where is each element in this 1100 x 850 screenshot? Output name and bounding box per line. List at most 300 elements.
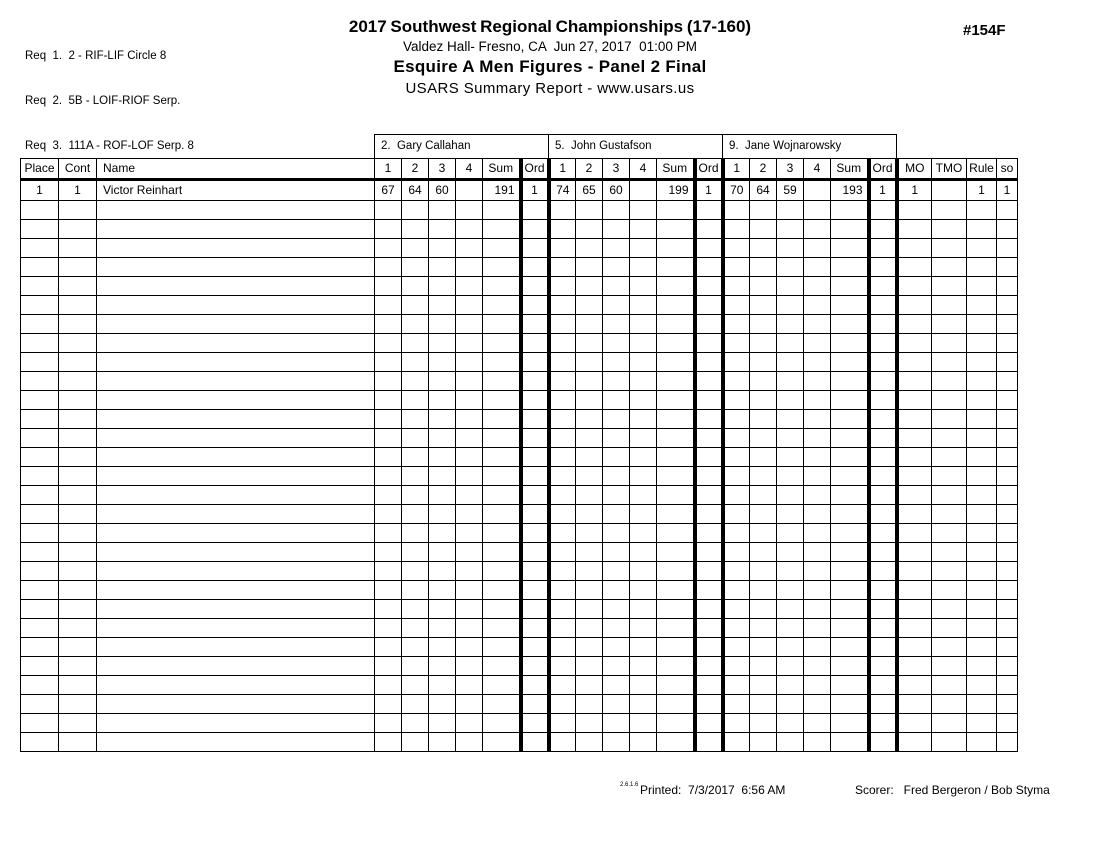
- empty-cell: [967, 334, 997, 353]
- empty-cell: [456, 353, 483, 372]
- empty-cell: [375, 239, 402, 258]
- empty-cell: [777, 429, 804, 448]
- empty-cell: [695, 600, 723, 619]
- empty-cell: [603, 733, 630, 752]
- empty-cell: [723, 296, 750, 315]
- empty-cell: [967, 277, 997, 296]
- empty-cell: [483, 733, 521, 752]
- empty-cell: [429, 467, 456, 486]
- empty-cell: [869, 315, 897, 334]
- empty-cell: [603, 638, 630, 657]
- empty-cell: [777, 296, 804, 315]
- empty-cell: [59, 239, 97, 258]
- empty-cell: [429, 315, 456, 334]
- j3-score-1-cell: 70: [723, 180, 750, 201]
- empty-cell: [603, 220, 630, 239]
- empty-cell: [932, 391, 967, 410]
- empty-cell: [804, 315, 831, 334]
- empty-row: [21, 733, 1018, 752]
- col-header-j1-2: 2: [402, 159, 429, 180]
- empty-cell: [576, 467, 603, 486]
- empty-cell: [429, 429, 456, 448]
- empty-cell: [695, 467, 723, 486]
- empty-cell: [576, 296, 603, 315]
- empty-cell: [897, 467, 932, 486]
- col-header-j1-1: 1: [375, 159, 402, 180]
- empty-row: [21, 315, 1018, 334]
- empty-cell: [657, 486, 695, 505]
- empty-cell: [750, 353, 777, 372]
- col-header-name: Name: [97, 159, 375, 180]
- empty-cell: [695, 505, 723, 524]
- empty-cell: [804, 562, 831, 581]
- empty-cell: [375, 353, 402, 372]
- empty-cell: [630, 619, 657, 638]
- empty-cell: [897, 429, 932, 448]
- empty-cell: [97, 733, 375, 752]
- place-cell: 1: [21, 180, 59, 201]
- column-header-row: [21, 159, 1018, 180]
- empty-cell: [831, 600, 869, 619]
- empty-cell: [402, 657, 429, 676]
- empty-cell: [967, 258, 997, 277]
- empty-cell: [831, 448, 869, 467]
- empty-cell: [831, 353, 869, 372]
- empty-cell: [932, 524, 967, 543]
- col-header-j2-1: 1: [549, 159, 576, 180]
- empty-row: [21, 391, 1018, 410]
- j2-sum-cell: 199: [657, 180, 695, 201]
- empty-row: [21, 619, 1018, 638]
- empty-cell: [456, 657, 483, 676]
- empty-cell: [521, 410, 549, 429]
- empty-cell: [997, 239, 1018, 258]
- j3-score-2-cell: 64: [750, 180, 777, 201]
- empty-cell: [897, 258, 932, 277]
- empty-cell: [549, 638, 576, 657]
- empty-cell: [777, 600, 804, 619]
- empty-row: [21, 410, 1018, 429]
- empty-cell: [97, 657, 375, 676]
- empty-cell: [967, 695, 997, 714]
- empty-cell: [695, 429, 723, 448]
- empty-cell: [897, 505, 932, 524]
- empty-cell: [402, 714, 429, 733]
- empty-cell: [804, 714, 831, 733]
- empty-cell: [456, 467, 483, 486]
- empty-cell: [831, 315, 869, 334]
- empty-cell: [97, 638, 375, 657]
- empty-cell: [375, 619, 402, 638]
- empty-cell: [750, 676, 777, 695]
- empty-cell: [59, 581, 97, 600]
- empty-cell: [723, 562, 750, 581]
- empty-cell: [21, 543, 59, 562]
- j1-ord-cell: 1: [521, 180, 549, 201]
- empty-cell: [21, 638, 59, 657]
- empty-cell: [804, 467, 831, 486]
- empty-cell: [750, 524, 777, 543]
- empty-cell: [897, 638, 932, 657]
- col-header-cont: Cont: [59, 159, 97, 180]
- empty-cell: [831, 239, 869, 258]
- empty-cell: [869, 486, 897, 505]
- empty-cell: [967, 467, 997, 486]
- empty-cell: [21, 676, 59, 695]
- empty-cell: [723, 695, 750, 714]
- empty-cell: [521, 486, 549, 505]
- empty-cell: [723, 239, 750, 258]
- empty-cell: [869, 201, 897, 220]
- empty-cell: [429, 543, 456, 562]
- empty-cell: [483, 277, 521, 296]
- empty-cell: [695, 296, 723, 315]
- col-header-mo: MO: [897, 159, 932, 180]
- empty-cell: [657, 562, 695, 581]
- empty-cell: [375, 657, 402, 676]
- empty-cell: [804, 733, 831, 752]
- empty-cell: [967, 353, 997, 372]
- empty-cell: [21, 695, 59, 714]
- empty-cell: [997, 524, 1018, 543]
- empty-cell: [657, 315, 695, 334]
- empty-cell: [777, 562, 804, 581]
- empty-cell: [804, 239, 831, 258]
- empty-cell: [21, 733, 59, 752]
- empty-row: [21, 562, 1018, 581]
- empty-cell: [576, 562, 603, 581]
- empty-cell: [869, 239, 897, 258]
- empty-cell: [804, 353, 831, 372]
- empty-cell: [932, 239, 967, 258]
- j2-score-1-cell: 74: [549, 180, 576, 201]
- empty-cell: [804, 429, 831, 448]
- empty-cell: [630, 334, 657, 353]
- empty-cell: [549, 220, 576, 239]
- empty-cell: [831, 467, 869, 486]
- empty-cell: [456, 315, 483, 334]
- empty-cell: [456, 543, 483, 562]
- empty-cell: [831, 524, 869, 543]
- empty-cell: [375, 429, 402, 448]
- empty-cell: [375, 467, 402, 486]
- empty-cell: [695, 220, 723, 239]
- empty-cell: [997, 334, 1018, 353]
- empty-cell: [375, 733, 402, 752]
- empty-cell: [603, 581, 630, 600]
- j3-sum-cell: 193: [831, 180, 869, 201]
- empty-cell: [21, 220, 59, 239]
- empty-cell: [21, 524, 59, 543]
- empty-cell: [831, 486, 869, 505]
- empty-cell: [777, 695, 804, 714]
- empty-cell: [750, 562, 777, 581]
- empty-cell: [521, 239, 549, 258]
- empty-cell: [402, 486, 429, 505]
- empty-cell: [549, 733, 576, 752]
- empty-cell: [521, 733, 549, 752]
- empty-cell: [897, 296, 932, 315]
- empty-cell: [576, 733, 603, 752]
- req-line-1: Req 1. 2 - RIF-LIF Circle 8: [25, 50, 167, 62]
- empty-cell: [869, 429, 897, 448]
- empty-cell: [777, 505, 804, 524]
- printed-timestamp: Printed: 7/3/2017 6:56 AM: [640, 783, 786, 797]
- empty-cell: [695, 315, 723, 334]
- empty-cell: [549, 695, 576, 714]
- empty-cell: [897, 486, 932, 505]
- empty-cell: [723, 277, 750, 296]
- empty-cell: [869, 638, 897, 657]
- empty-cell: [804, 277, 831, 296]
- empty-cell: [831, 619, 869, 638]
- judge-name-2: 5. John Gustafson: [549, 135, 723, 159]
- empty-cell: [576, 543, 603, 562]
- empty-cell: [402, 543, 429, 562]
- empty-cell: [521, 220, 549, 239]
- empty-cell: [723, 524, 750, 543]
- empty-cell: [750, 277, 777, 296]
- empty-cell: [831, 220, 869, 239]
- req-line-2: Req 2. 5B - LOIF-RIOF Serp.: [25, 95, 181, 107]
- empty-cell: [657, 258, 695, 277]
- empty-cell: [932, 676, 967, 695]
- empty-cell: [521, 201, 549, 220]
- empty-cell: [869, 543, 897, 562]
- empty-cell: [603, 562, 630, 581]
- empty-cell: [603, 372, 630, 391]
- judge-name-3: 9. Jane Wojnarowsky: [723, 135, 897, 159]
- empty-cell: [483, 296, 521, 315]
- empty-cell: [831, 391, 869, 410]
- empty-cell: [59, 524, 97, 543]
- empty-cell: [695, 201, 723, 220]
- empty-cell: [429, 353, 456, 372]
- empty-cell: [59, 372, 97, 391]
- col-header-place: Place: [21, 159, 59, 180]
- empty-cell: [521, 638, 549, 657]
- empty-cell: [804, 524, 831, 543]
- empty-cell: [402, 733, 429, 752]
- empty-cell: [777, 220, 804, 239]
- empty-cell: [576, 353, 603, 372]
- empty-cell: [603, 676, 630, 695]
- col-header-j1-ord: Ord: [521, 159, 549, 180]
- empty-cell: [967, 543, 997, 562]
- empty-cell: [576, 657, 603, 676]
- empty-cell: [521, 467, 549, 486]
- empty-cell: [483, 714, 521, 733]
- empty-cell: [932, 619, 967, 638]
- empty-cell: [657, 391, 695, 410]
- empty-cell: [21, 372, 59, 391]
- empty-cell: [59, 676, 97, 695]
- empty-cell: [483, 334, 521, 353]
- empty-cell: [483, 391, 521, 410]
- empty-cell: [549, 448, 576, 467]
- empty-cell: [521, 600, 549, 619]
- empty-cell: [932, 486, 967, 505]
- empty-cell: [750, 638, 777, 657]
- empty-cell: [831, 429, 869, 448]
- empty-cell: [549, 714, 576, 733]
- empty-cell: [997, 391, 1018, 410]
- empty-cell: [777, 467, 804, 486]
- empty-cell: [804, 543, 831, 562]
- empty-cell: [483, 429, 521, 448]
- empty-cell: [897, 524, 932, 543]
- empty-cell: [375, 220, 402, 239]
- empty-cell: [21, 619, 59, 638]
- empty-cell: [897, 448, 932, 467]
- empty-cell: [402, 258, 429, 277]
- empty-cell: [603, 429, 630, 448]
- footer: [0, 782, 1100, 802]
- empty-cell: [750, 695, 777, 714]
- empty-cell: [695, 410, 723, 429]
- empty-cell: [603, 543, 630, 562]
- empty-cell: [831, 258, 869, 277]
- empty-cell: [695, 524, 723, 543]
- empty-cell: [375, 505, 402, 524]
- empty-cell: [603, 334, 630, 353]
- empty-cell: [932, 638, 967, 657]
- empty-cell: [429, 619, 456, 638]
- empty-cell: [97, 486, 375, 505]
- empty-cell: [429, 448, 456, 467]
- empty-row: [21, 220, 1018, 239]
- empty-cell: [402, 353, 429, 372]
- empty-cell: [869, 695, 897, 714]
- empty-cell: [483, 448, 521, 467]
- empty-cell: [576, 201, 603, 220]
- empty-cell: [576, 524, 603, 543]
- empty-cell: [402, 410, 429, 429]
- empty-cell: [967, 391, 997, 410]
- empty-cell: [630, 315, 657, 334]
- empty-cell: [932, 334, 967, 353]
- empty-cell: [750, 201, 777, 220]
- empty-cell: [723, 714, 750, 733]
- empty-cell: [375, 543, 402, 562]
- empty-cell: [429, 600, 456, 619]
- empty-cell: [97, 581, 375, 600]
- empty-cell: [777, 201, 804, 220]
- empty-cell: [375, 676, 402, 695]
- skater-name-cell: Victor Reinhart: [97, 180, 375, 201]
- empty-row: [21, 600, 1018, 619]
- empty-cell: [723, 619, 750, 638]
- empty-cell: [695, 372, 723, 391]
- empty-cell: [521, 581, 549, 600]
- empty-cell: [967, 562, 997, 581]
- empty-cell: [456, 524, 483, 543]
- j1-score-1-cell: 67: [375, 180, 402, 201]
- empty-cell: [777, 524, 804, 543]
- empty-cell: [897, 372, 932, 391]
- empty-cell: [549, 296, 576, 315]
- empty-cell: [723, 676, 750, 695]
- empty-cell: [967, 657, 997, 676]
- empty-row: [21, 201, 1018, 220]
- empty-cell: [603, 695, 630, 714]
- empty-row: [21, 676, 1018, 695]
- empty-cell: [549, 201, 576, 220]
- empty-cell: [603, 315, 630, 334]
- empty-cell: [59, 410, 97, 429]
- empty-cell: [997, 543, 1018, 562]
- empty-cell: [657, 619, 695, 638]
- empty-cell: [429, 733, 456, 752]
- empty-cell: [750, 543, 777, 562]
- empty-cell: [967, 486, 997, 505]
- empty-cell: [21, 296, 59, 315]
- empty-cell: [695, 486, 723, 505]
- empty-cell: [630, 733, 657, 752]
- empty-cell: [576, 372, 603, 391]
- empty-cell: [603, 201, 630, 220]
- empty-cell: [603, 600, 630, 619]
- empty-cell: [97, 220, 375, 239]
- empty-cell: [603, 619, 630, 638]
- empty-cell: [603, 239, 630, 258]
- empty-row: [21, 448, 1018, 467]
- empty-cell: [723, 467, 750, 486]
- empty-cell: [630, 505, 657, 524]
- col-header-j3-1: 1: [723, 159, 750, 180]
- empty-cell: [997, 600, 1018, 619]
- empty-cell: [375, 277, 402, 296]
- empty-cell: [630, 600, 657, 619]
- empty-cell: [375, 296, 402, 315]
- empty-cell: [750, 733, 777, 752]
- empty-row: [21, 657, 1018, 676]
- empty-cell: [483, 353, 521, 372]
- empty-cell: [869, 714, 897, 733]
- empty-cell: [695, 277, 723, 296]
- empty-cell: [483, 372, 521, 391]
- col-header-j3-sum: Sum: [831, 159, 869, 180]
- empty-cell: [97, 372, 375, 391]
- empty-cell: [429, 220, 456, 239]
- empty-row: [21, 239, 1018, 258]
- empty-cell: [932, 714, 967, 733]
- empty-cell: [375, 410, 402, 429]
- empty-cell: [576, 277, 603, 296]
- empty-cell: [657, 410, 695, 429]
- empty-cell: [97, 353, 375, 372]
- empty-cell: [932, 201, 967, 220]
- empty-cell: [97, 239, 375, 258]
- empty-cell: [429, 334, 456, 353]
- empty-cell: [777, 277, 804, 296]
- empty-cell: [402, 296, 429, 315]
- empty-cell: [695, 391, 723, 410]
- empty-cell: [483, 676, 521, 695]
- empty-cell: [97, 543, 375, 562]
- empty-cell: [429, 391, 456, 410]
- empty-cell: [897, 391, 932, 410]
- empty-cell: [932, 733, 967, 752]
- empty-cell: [456, 581, 483, 600]
- empty-cell: [429, 562, 456, 581]
- empty-cell: [59, 695, 97, 714]
- empty-row: [21, 714, 1018, 733]
- empty-cell: [456, 638, 483, 657]
- empty-cell: [375, 581, 402, 600]
- empty-cell: [932, 353, 967, 372]
- empty-cell: [402, 448, 429, 467]
